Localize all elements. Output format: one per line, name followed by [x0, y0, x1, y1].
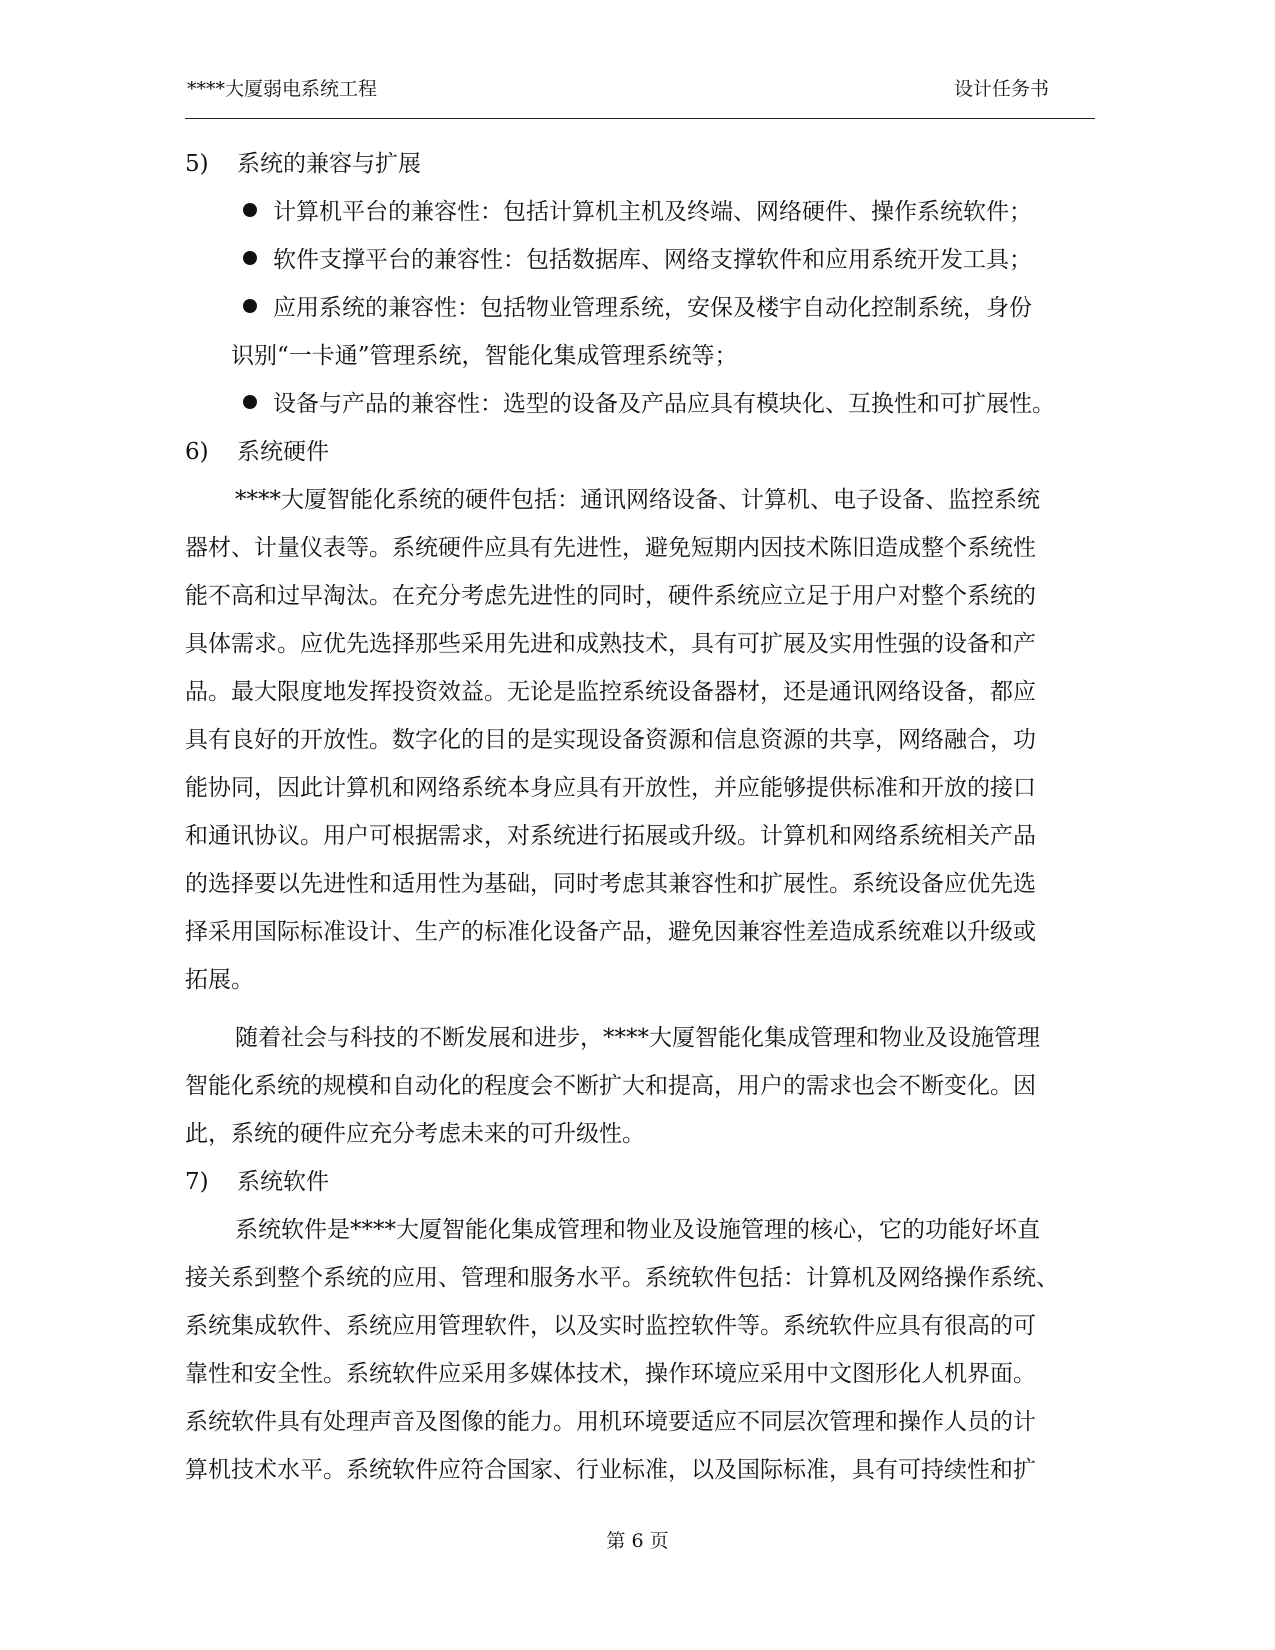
- bullet-icon: [243, 251, 257, 265]
- paragraph-hardware-2: [185, 1014, 1105, 1158]
- paragraph-line: 和通讯协议。用户可根据需求，对系统进行拓展或升级。计算机和网络系统相关产品: [185, 823, 1036, 849]
- paragraph-line: 系统软件是****大厦智能化集成管理和物业及设施管理的核心，它的功能好坏直: [235, 1217, 1040, 1243]
- paragraph-line: 能协同，因此计算机和网络系统本身应具有开放性，并应能够提供标准和开放的接口: [185, 775, 1036, 801]
- paragraph-gap: [185, 1004, 1105, 1014]
- paragraph-line: 系统集成软件、系统应用管理软件，以及实时监控软件等。系统软件应具有很高的可: [185, 1313, 1036, 1339]
- paragraph-line: 随着社会与科技的不断发展和进步，****大厦智能化集成管理和物业及设施管理: [235, 1025, 1040, 1051]
- list-item: [185, 188, 1105, 236]
- section-number: 6): [185, 439, 209, 465]
- paragraph-line: 接关系到整个系统的应用、管理和服务水平。系统软件包括：计算机及网络操作系统、: [185, 1265, 1059, 1291]
- paragraph-line: 靠性和安全性。系统软件应采用多媒体技术，操作环境应采用中文图形化人机界面。: [185, 1361, 1036, 1387]
- paragraph-line: 智能化系统的规模和自动化的程度会不断扩大和提高，用户的需求也会不断变化。因: [185, 1073, 1036, 1099]
- paragraph-software-1: [185, 1206, 1105, 1494]
- list-item-text: 应用系统的兼容性：包括物业管理系统，安保及楼宇自动化控制系统，身份: [273, 295, 1032, 321]
- paragraph-line: 具有良好的开放性。数字化的目的是实现设备资源和信息资源的共享，网络融合，功: [185, 727, 1036, 753]
- section-heading-6: [185, 428, 1105, 476]
- page-footer: [0, 1526, 1275, 1553]
- paragraph-line: ****大厦智能化系统的硬件包括：通讯网络设备、计算机、电子设备、监控系统: [235, 487, 1040, 513]
- list-item-text: 设备与产品的兼容性：选型的设备及产品应具有模块化、互换性和可扩展性。: [273, 391, 1055, 417]
- section-title: 系统软件: [237, 1169, 329, 1195]
- section-number: 5): [185, 151, 209, 177]
- paragraph-line: 算机技术水平。系统软件应符合国家、行业标准，以及国际标准，具有可持续性和扩: [185, 1457, 1036, 1483]
- list-item-text: 软件支撑平台的兼容性：包括数据库、网络支撑软件和应用系统开发工具；: [273, 247, 1032, 273]
- section-heading-5: [185, 140, 1105, 188]
- header-project-title: ****大厦弱电系统工程: [187, 78, 378, 100]
- bullet-icon: [243, 203, 257, 217]
- paragraph-line: 系统软件具有处理声音及图像的能力。用机环境要适应不同层次管理和操作人员的计: [185, 1409, 1036, 1435]
- paragraph-line: 器材、计量仪表等。系统硬件应具有先进性，避免短期内因技术陈旧造成整个系统性: [185, 535, 1036, 561]
- paragraph-hardware-1: [185, 476, 1105, 1004]
- bullet-icon: [243, 299, 257, 313]
- page-header: [185, 72, 1095, 119]
- list-item: [185, 380, 1105, 428]
- paragraph-line: 能不高和过早淘汰。在充分考虑先进性的同时，硬件系统应立足于用户对整个系统的: [185, 583, 1036, 609]
- section-heading-7: [185, 1158, 1105, 1206]
- section-title: 系统硬件: [237, 439, 329, 465]
- page-number: 第 6 页: [606, 1530, 669, 1552]
- document-body: [185, 140, 1105, 1494]
- list-item-text: 计算机平台的兼容性：包括计算机主机及终端、网络硬件、操作系统软件；: [273, 199, 1032, 225]
- section-title: 系统的兼容与扩展: [237, 151, 421, 177]
- header-document-type: 设计任务书: [953, 78, 1049, 100]
- section-number: 7): [185, 1169, 209, 1195]
- list-item-continuation: 识别“一卡通”管理系统，智能化集成管理系统等；: [231, 343, 738, 369]
- list-item: [185, 284, 1105, 332]
- paragraph-line: 品。最大限度地发挥投资效益。无论是监控系统设备器材，还是通讯网络设备，都应: [185, 679, 1036, 705]
- paragraph-line: 择采用国际标准设计、生产的标准化设备产品，避免因兼容性差造成系统难以升级或: [185, 919, 1036, 945]
- paragraph-line: 拓展。: [185, 967, 254, 993]
- paragraph-line: 具体需求。应优先选择那些采用先进和成熟技术，具有可扩展及实用性强的设备和产: [185, 631, 1036, 657]
- paragraph-line: 的选择要以先进性和适用性为基础，同时考虑其兼容性和扩展性。系统设备应优先选: [185, 871, 1036, 897]
- list-item: [185, 236, 1105, 284]
- bullet-icon: [243, 395, 257, 409]
- paragraph-line: 此，系统的硬件应充分考虑未来的可升级性。: [185, 1121, 645, 1147]
